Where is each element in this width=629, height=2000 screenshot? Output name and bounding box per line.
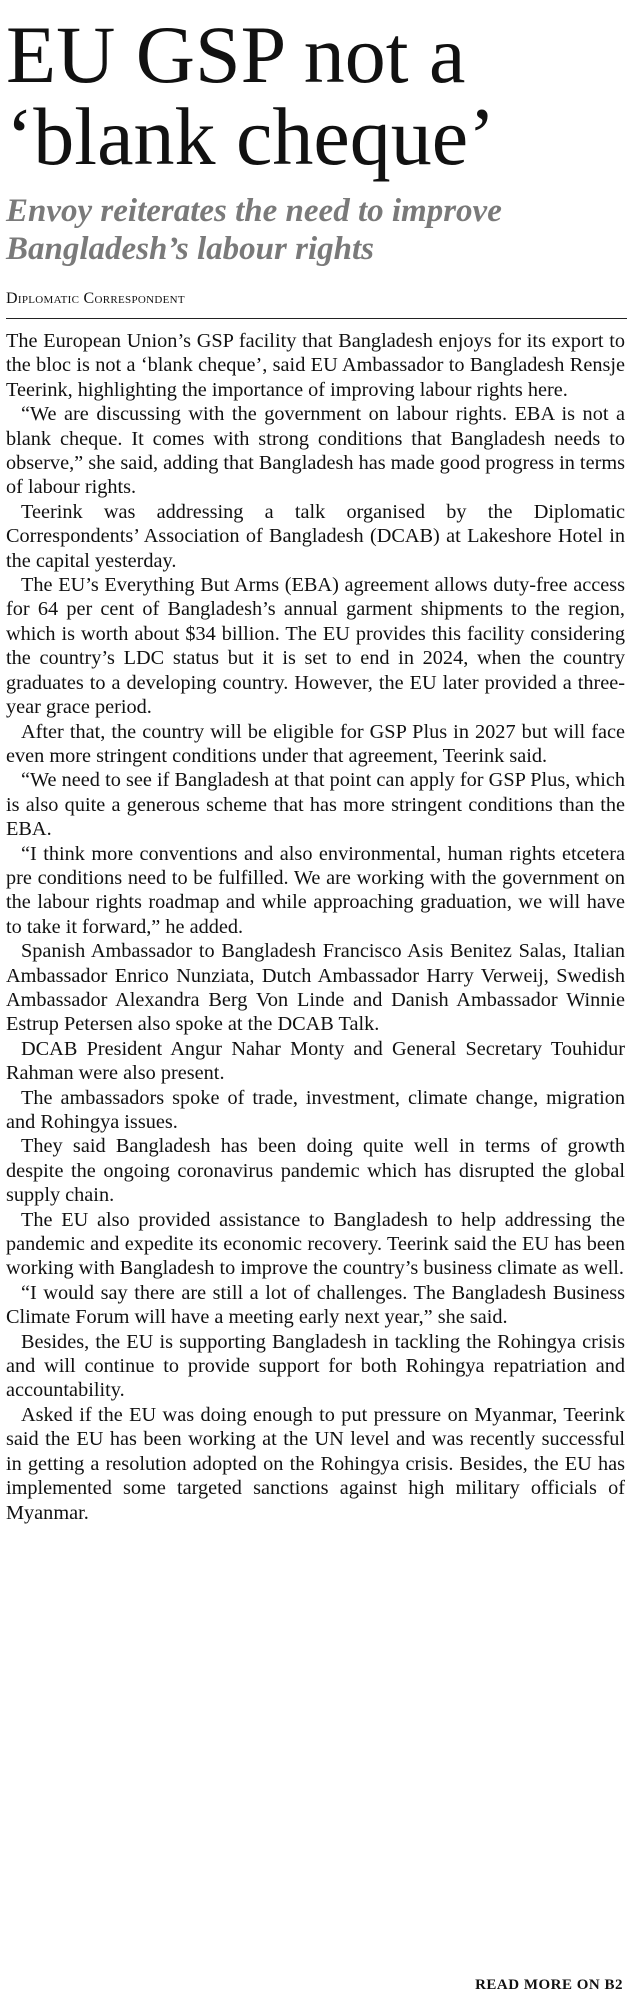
paragraph: “I think more conventions and also environmental, human rights etcetera pre conditions need to be fulfilled. We are working with the government on the labour rights roadmap and while approaching graduation, we will have to take it forward,” he added. <box>6 842 625 938</box>
article-body <box>4 329 625 1525</box>
read-more-link[interactable]: READ MORE ON B2 <box>475 1977 623 1993</box>
paragraph: Asked if the EU was doing enough to put pressure on Myanmar, Teerink said the EU has been working at the UN level and was recently successful in getting a resolution adopted on the Rohingya crisis. Besides, the EU has implemented some targeted sanctions against high military officials of Myanmar. <box>6 1403 625 1524</box>
headline <box>6 9 625 182</box>
paragraph: Teerink was addressing a talk organised by the Diplomatic Correspondents’ Association of Bangladesh (DCAB) at Lakeshore Hotel in the capital yesterday. <box>6 500 625 572</box>
subhead-line-2: Bangladesh’s labour rights <box>6 231 374 267</box>
headline-line-1: EU GSP not a <box>6 9 466 100</box>
paragraph: “We need to see if Bangladesh at that point can apply for GSP Plus, which is also quite a generous scheme that has more stringent conditions than the EBA. <box>6 769 625 841</box>
paragraph: After that, the country will be eligible for GSP Plus in 2027 but will face even more stringent conditions under that agreement, Teerink said. <box>6 720 625 767</box>
subhead-line-1: Envoy reiterates the need to improve <box>6 193 502 229</box>
paragraph: The EU also provided assistance to Bangladesh to help addressing the pandemic and expedite its economic recovery. Teerink said the EU has been working with Bangladesh to improve the country’s business climate as well. <box>6 1208 625 1280</box>
paragraph: “I would say there are still a lot of challenges. The Bangladesh Business Climate Forum will have a meeting early next year,” she said. <box>6 1281 625 1329</box>
subheadline <box>6 192 625 268</box>
byline: Diplomatic Correspondent <box>6 290 185 307</box>
paragraph: The ambassadors spoke of trade, investment, climate change, migration and Rohingya issues. <box>6 1086 625 1133</box>
newspaper-article <box>0 9 629 2000</box>
paragraph: They said Bangladesh has been doing quite well in terms of growth despite the ongoing coronavirus pandemic which has disrupted the global supply chain. <box>6 1135 625 1207</box>
paragraph: DCAB President Angur Nahar Monty and General Secretary Touhidur Rahman were also present. <box>6 1037 625 1085</box>
paragraph: Spanish Ambassador to Bangladesh Francisco Asis Benitez Salas, Italian Ambassador Enrico Nunziata, Dutch Ambassador Harry Verweij, Swedish Ambassador Alexandra Berg Von Linde and Danish Ambassador Winnie Estrup Petersen also spoke at the DCAB Talk. <box>6 940 625 1036</box>
byline-divider <box>6 318 627 319</box>
paragraph: Besides, the EU is supporting Bangladesh in tackling the Rohingya crisis and will continue to provide support for both Rohingya repatriation and accountability. <box>6 1330 625 1402</box>
headline-line-2: ‘blank cheque’ <box>6 91 496 182</box>
paragraph: “We are discussing with the government on labour rights. EBA is not a blank cheque. It comes with strong conditions that Bangladesh needs to observe,” she said, adding that Bangladesh has made good progress in terms of labour rights. <box>6 403 625 499</box>
paragraph: The EU’s Everything But Arms (EBA) agreement allows duty-free access for 64 per cent of Bangladesh’s annual garment shipments to the region, which is worth about $34 billion. The EU provides this facility considering the country’s LDC status but it is set to end in 2024, when the country graduates to a developing country. However, the EU later provided a three-year grace period. <box>6 574 625 719</box>
paragraph: The European Union’s GSP facility that Bangladesh enjoys for its export to the bloc is not a ‘blank cheque’, said EU Ambassador to Bangladesh Rensje Teerink, highlighting the importance of improving labour rights here. <box>6 330 625 401</box>
